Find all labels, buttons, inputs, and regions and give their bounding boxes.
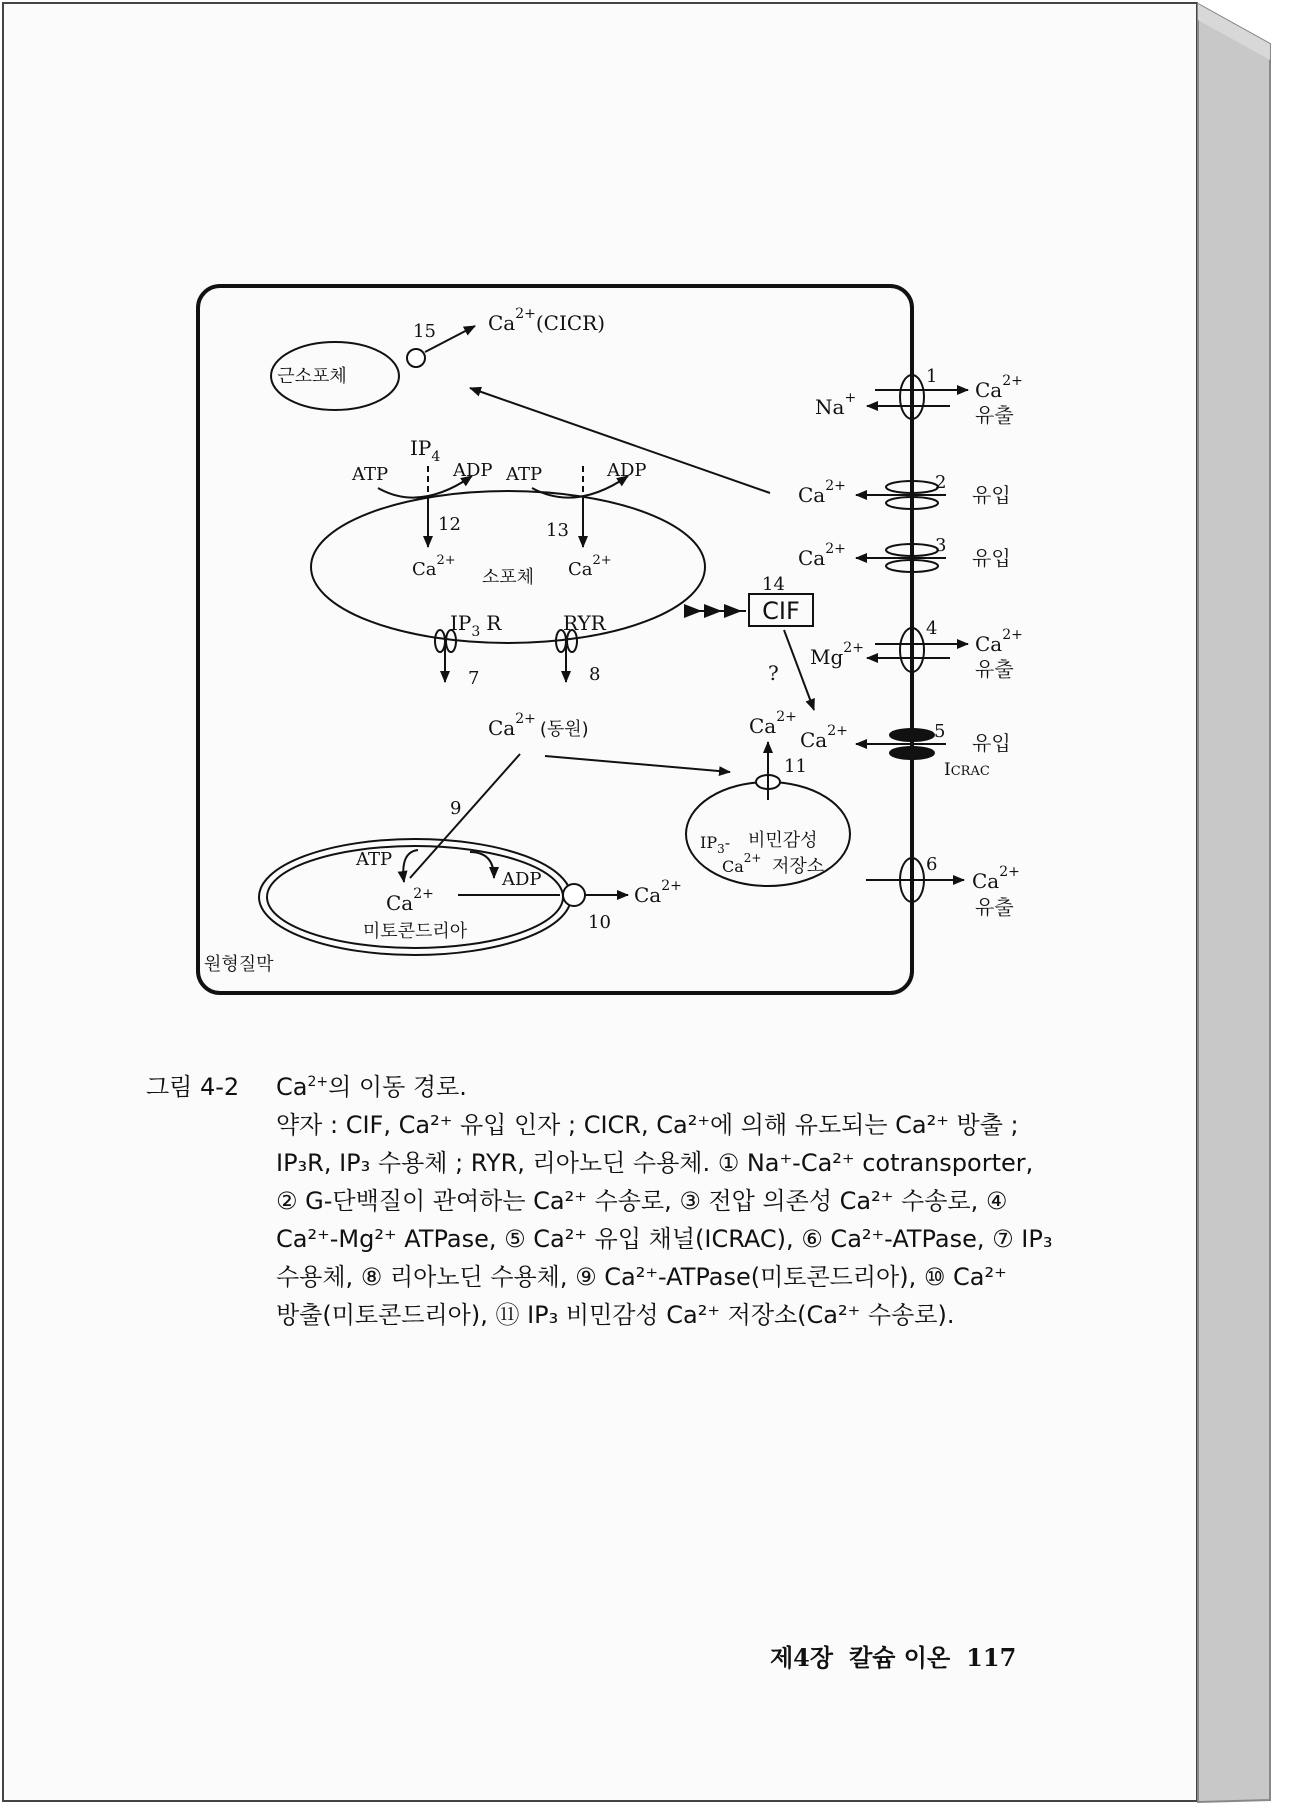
store-label-line1: 비민감성 (748, 830, 818, 851)
mito-adp-label: ADP (502, 869, 542, 890)
channel-1-exchanger (867, 375, 968, 419)
num-5: 5 (934, 721, 946, 742)
running-footer (770, 1638, 1032, 1673)
atp-label-13: ATP (506, 464, 543, 485)
store-label-line2: 저장소 (772, 856, 825, 877)
mito-release-ca: $Ca^{2+}$ (634, 878, 682, 907)
mito-release-channel (563, 884, 585, 906)
cif-triple-arrows (684, 604, 746, 618)
caption-body (276, 1106, 1066, 1334)
caption-title-line (146, 1063, 1066, 1106)
num-15: 15 (413, 321, 436, 342)
channel-3-voltage (856, 544, 946, 572)
mitochondria-label: 미토콘드리아 (362, 921, 468, 942)
ryr-label: RYR (563, 611, 606, 635)
num-1: 1 (926, 366, 938, 387)
channel-4-efflux: 유출 (975, 657, 1014, 681)
adp-label-13: ADP (607, 460, 647, 481)
num-10: 10 (588, 912, 611, 933)
page-number: 117 (966, 1643, 1017, 1672)
num-4: 4 (926, 618, 938, 639)
cif-to-influx-arrow (784, 630, 814, 710)
atp-label-12: ATP (352, 464, 389, 485)
num-6: 6 (926, 854, 938, 875)
mobilized-ca-label: $Ca^{2+}$ (동원) (488, 711, 589, 740)
caption-line-1: 약자 : CIF, Ca²⁺ 유입 인자 ; CICR, Ca²⁺에 의해 유도되는 Ca²⁺ 방출 ; (276, 1111, 1019, 1139)
channel-5-crac (856, 729, 946, 759)
channel-2-gprotein (856, 481, 946, 509)
caption-line-3: ② G-단백질이 관여하는 Ca²⁺ 수송로, ③ 전압 의존성 Ca²⁺ 수송로, ④ (276, 1187, 1008, 1215)
num-3: 3 (935, 535, 947, 556)
channel-4-ca: $Ca^{2+}$ (975, 627, 1023, 656)
mito-adp-arrow (470, 852, 494, 878)
channel-2-influx: 유입 (972, 483, 1011, 507)
channel-4-ca-mg-atpase (867, 628, 968, 672)
channel-1-efflux: 유출 (975, 403, 1014, 427)
mobilized-to-store-arrow (545, 756, 730, 772)
num-9: 9 (450, 798, 462, 819)
icrac-label: ICRAC (944, 760, 990, 780)
channel-6-ca-atpase (866, 858, 964, 902)
figure-caption (146, 1063, 1066, 1334)
ip3r-label: $IP_3$ R (450, 611, 502, 640)
cicr-ca-label: $Ca^{2+}(CICR)$ (488, 306, 606, 335)
channel-1-ca: $Ca^{2+}$ (975, 373, 1023, 402)
num-2: 2 (935, 472, 947, 493)
store-ca-label: $Ca^{2+}$ (722, 851, 762, 876)
mito-atp-label: ATP (356, 849, 393, 870)
footer-chapter: 제4장 (770, 1643, 834, 1672)
sr-ca-left: $Ca^{2+}$ (412, 553, 456, 580)
store-ip3-label: $IP_3-$ (700, 833, 731, 856)
channel-6-ca: $Ca^{2+}$ (972, 864, 1020, 893)
myofibril-label: 근소포체 (277, 366, 347, 387)
channel-3-ca: $Ca^{2+}$ (798, 541, 846, 570)
ip4-label: $IP_4$ (410, 436, 441, 465)
caption-line-2: IP₃R, IP₃ 수용체 ; RYR, 리아노딘 수용체. ① Na⁺-Ca²⁺ cotransporter, (276, 1149, 1034, 1177)
cicr-channel (407, 349, 425, 367)
num-13: 13 (546, 520, 569, 541)
caption-title-ca: Ca (276, 1073, 308, 1101)
channel-3-influx: 유입 (972, 546, 1011, 570)
footer-title: 칼슘 이온 (849, 1643, 951, 1672)
num-7: 7 (468, 668, 480, 689)
question-mark: ? (768, 661, 779, 685)
caption-title-text: 의 이동 경로. (328, 1073, 467, 1101)
num-12: 12 (438, 514, 461, 535)
cell-membrane (198, 286, 912, 993)
plasma-membrane-label: 원형질막 (204, 954, 274, 975)
channel-6-efflux: 유출 (975, 895, 1014, 919)
caption-title-sup: 2+ (307, 1074, 329, 1090)
sr-ca-right: $Ca^{2+}$ (568, 553, 612, 580)
caption-line-5: 수용체, ⑧ 리아노딘 수용체, ⑨ Ca²⁺-ATPase(미토콘드리아), ⑩ Ca²⁺ (276, 1263, 1007, 1291)
pump-9-line (410, 754, 520, 878)
cif-label: CIF (762, 597, 800, 625)
store-ca-released: $Ca^{2+}$ (749, 709, 797, 738)
channel-5-ca: $Ca^{2+}$ (800, 723, 848, 752)
num-14: 14 (762, 574, 785, 595)
channel-4-mg: $Mg^{2+}$ (810, 640, 864, 669)
caption-line-6: 방출(미토콘드리아), ⑪ IP₃ 비민감성 Ca²⁺ 저장소(Ca²⁺ 수송로). (276, 1301, 955, 1329)
figure-label: 그림 4-2 (146, 1073, 240, 1101)
adp-label-12: ADP (453, 460, 493, 481)
channel-5-influx: 유입 (972, 731, 1011, 755)
caption-line-4: Ca²⁺-Mg²⁺ ATPase, ⑤ Ca²⁺ 유입 채널(ICRAC), ⑥ Ca²⁺-ATPase, ⑦ IP₃ (276, 1225, 1053, 1253)
channel-2-ca: $Ca^{2+}$ (798, 478, 846, 507)
sr-label: 소포체 (481, 567, 535, 588)
num-8: 8 (589, 664, 601, 685)
num-11: 11 (784, 756, 807, 777)
mito-ca-label: $Ca^{2+}$ (386, 886, 434, 915)
channel-1-na: Na+ (815, 390, 857, 419)
